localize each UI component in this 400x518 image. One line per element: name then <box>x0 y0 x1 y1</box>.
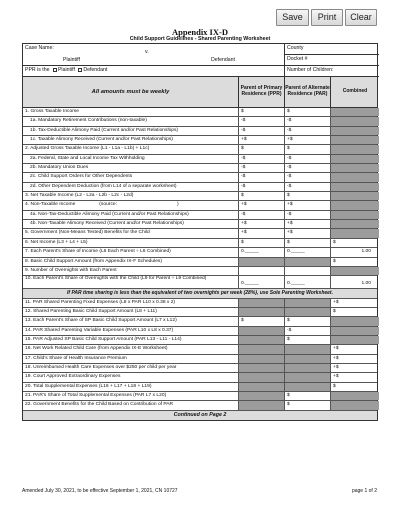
county-field[interactable] <box>285 44 379 55</box>
table-row <box>23 364 377 373</box>
row-label-text: 2d. Other Dependent Deduction (from L14 of a separate worksheet) <box>30 183 177 189</box>
row-label-text: 1c. Taxable Alimony Received (Current and/or Past Relationships) <box>30 137 173 143</box>
ppr-cell[interactable]: $ <box>239 192 285 200</box>
table-row <box>23 192 377 201</box>
par-cell[interactable]: $ <box>285 145 331 153</box>
combined-cell[interactable]: $ <box>333 239 336 245</box>
table-row <box>23 267 377 276</box>
ppr-cell[interactable]: -$ <box>239 173 285 181</box>
row-label <box>23 373 239 381</box>
form-toolbar <box>276 9 377 26</box>
table-row <box>23 155 377 164</box>
row-label <box>23 173 239 181</box>
row-label-text: 11. PAR Shared Parenting Fixed Expenses (L8 x PAR L10 x 0.38 x 2) <box>25 299 176 305</box>
combined-cell[interactable]: +$ <box>333 374 339 380</box>
ppr-cell[interactable]: 0._____ <box>239 248 285 256</box>
row-label <box>23 192 239 200</box>
row-label-text: 1a. Mandatory Retirement Contributions (non-taxable) <box>30 118 147 124</box>
ppr-cell <box>239 327 285 335</box>
ppr-cell[interactable] <box>239 267 285 275</box>
table-row <box>23 308 377 317</box>
row-label-text: 6. Net Income (L3 + L4 + L5) <box>25 239 88 245</box>
worksheet <box>22 43 378 421</box>
county-label: County <box>287 45 304 51</box>
ppr-cell <box>239 364 285 372</box>
ppr-cell[interactable]: -$ <box>239 155 285 163</box>
row-label-text: 21. PAR's Share of Total Supplemental Expenses (PAR L7 x L20) <box>25 392 167 398</box>
ppr-defendant-checkbox[interactable] <box>78 68 82 72</box>
row-label <box>23 258 239 266</box>
par-cell[interactable]: +$ <box>285 220 331 228</box>
table-row <box>23 239 377 248</box>
row-label <box>23 383 239 391</box>
source-label: (source: <box>99 202 117 208</box>
ppr-cell[interactable]: +$ <box>239 136 285 144</box>
ppr-cell[interactable]: $ <box>239 317 285 325</box>
row-label <box>23 145 239 153</box>
row-label-text: 2. Adjusted Gross Taxable Income (L1 - L1a - L1b) + L1c) <box>25 146 150 152</box>
row-label <box>23 299 239 307</box>
ppr-cell <box>239 336 285 344</box>
ppr-cell[interactable]: +$ <box>239 201 285 209</box>
combined-cell <box>331 173 379 181</box>
combined-cell <box>331 127 379 135</box>
combined-cell[interactable]: +$ <box>333 299 339 305</box>
row-label-text: 22. Government Benefits for the Child Based on Contribution of PAR <box>25 402 174 408</box>
ppr-cell[interactable]: -$ <box>239 164 285 172</box>
par-cell <box>285 373 331 381</box>
row-label-text: 3. Net Taxable Income (L2 - L2a - L2b - L2c - L2d) <box>25 193 134 199</box>
row-label-text: 18. Unreimbursed Health Care Expenses over $250 per child per year <box>25 364 177 370</box>
sole-parenting-notice: If PAR time sharing is less than the equivalent of two overnights per week (28%), use Sole Parenting Worksheet. <box>23 289 377 298</box>
combined-cell[interactable]: +$ <box>333 364 339 370</box>
row-label: 10. Each Parent's Share of Overnights with the Child (L9 for Parent ÷ L9 Combined) <box>23 276 239 288</box>
ppr-cell <box>239 355 285 363</box>
row-label <box>23 211 239 219</box>
table-row <box>23 336 377 345</box>
table-row <box>23 373 377 382</box>
combined-cell[interactable]: +$ <box>333 346 339 352</box>
page-title: Appendix IX-D <box>172 27 228 37</box>
table-row <box>23 299 377 308</box>
row-label <box>23 267 239 275</box>
table-row <box>23 383 377 392</box>
par-cell[interactable] <box>285 267 331 275</box>
combined-cell[interactable]: $ <box>333 258 336 264</box>
row-label <box>23 248 239 256</box>
ppr-cell <box>239 299 285 307</box>
combined-cell <box>331 136 379 144</box>
ppr-cell[interactable]: +$ <box>239 229 285 237</box>
row-label-text: 16. Net Work Related Child Care (from Appendix IX-E Worksheet) <box>25 346 168 352</box>
table-row <box>23 317 377 326</box>
combined-cell <box>331 117 379 125</box>
combined-cell[interactable]: $ <box>333 383 336 389</box>
par-cell[interactable]: $ <box>285 108 331 116</box>
ppr-cell <box>239 401 285 409</box>
docket-field[interactable] <box>285 55 379 66</box>
row-label <box>23 317 239 325</box>
ppr-defendant-label: Defendant <box>83 67 108 73</box>
combined-cell <box>331 164 379 172</box>
amendment-note: Amended July 30, 2021, to be effective September 1, 2021, CN 10727 <box>22 488 178 494</box>
row-label-text: 14. PAR Shared Parenting Variable Expenses (PAR L10 x L8 x 0.37) <box>25 327 174 333</box>
row-label-text: 7. Each Parent's Share of Income (L6 Each Parent ÷ L6 Combined) <box>25 249 171 255</box>
par-cell[interactable]: $ <box>285 401 331 409</box>
par-cell <box>285 299 331 307</box>
ppr-cell[interactable]: $ <box>239 145 285 153</box>
par-cell[interactable]: -$ <box>285 127 331 135</box>
clear-button[interactable]: Clear <box>345 9 377 26</box>
table-row <box>23 211 377 220</box>
par-cell[interactable]: +$ <box>285 136 331 144</box>
combined-cell <box>331 192 379 200</box>
table-row <box>23 164 377 173</box>
ppr-plaintiff-checkbox[interactable] <box>53 68 57 72</box>
table-row <box>23 392 377 401</box>
col-par: Parent of Alternate Residence (PAR) <box>285 77 331 107</box>
combined-cell <box>331 327 379 335</box>
defendant-label: Defendant <box>211 57 235 63</box>
row-label <box>23 220 239 228</box>
table-row <box>23 173 377 182</box>
save-button[interactable]: Save <box>276 9 309 26</box>
row-label <box>23 155 239 163</box>
par-cell[interactable]: -$ <box>285 211 331 219</box>
par-cell[interactable]: $ <box>285 192 331 200</box>
ppr-cell[interactable]: -$ <box>239 127 285 135</box>
row-label <box>23 201 239 209</box>
combined-cell <box>331 401 379 409</box>
row-label-text: 20. Total Supplemental Expenses (L16 + L17 + L18 + L19) <box>25 383 152 389</box>
row-label-text: 4b. Non-Taxable Alimony Received (Current and/or Past Relationships) <box>30 221 184 227</box>
combined-cell <box>331 336 379 344</box>
ppr-cell[interactable]: -$ <box>239 117 285 125</box>
combined-cell <box>331 220 379 228</box>
table-row <box>23 201 377 210</box>
col-combined: Combined <box>342 88 368 95</box>
case-name-label: Case Name: <box>25 45 54 51</box>
row-label <box>23 117 239 125</box>
table-row <box>23 117 377 126</box>
table-row <box>23 108 377 117</box>
combined-cell[interactable]: $ <box>333 308 336 314</box>
combined-cell[interactable]: 1.00 <box>361 281 371 287</box>
row-label-text: 5. Government (Non-Means Tested) Benefits for the Child <box>25 230 150 236</box>
ppr-cell <box>239 383 285 391</box>
combined-cell <box>331 155 379 163</box>
table-row <box>23 127 377 136</box>
table-row <box>23 183 377 192</box>
table-row <box>23 220 377 229</box>
table-row <box>23 276 377 289</box>
row-label-text: 1. Gross Taxable Income <box>25 109 80 114</box>
ppr-cell <box>239 258 285 266</box>
ppr-cell <box>239 392 285 400</box>
row-label <box>23 308 239 316</box>
column-header <box>23 77 377 108</box>
table-row <box>23 345 377 354</box>
row-label-text: 9. Number of Overnights with Each Parent <box>25 267 117 273</box>
row-label <box>23 392 239 400</box>
page-subtitle: Child Support Guidelines - Shared Parenting Worksheet <box>129 36 271 42</box>
par-cell[interactable]: -$ <box>285 164 331 172</box>
row-label <box>23 127 239 135</box>
row-label-text: 4a. Non-Tax-Deductible Alimony Paid (Current and/or Past Relationships) <box>30 211 189 217</box>
shared-parenting-section <box>23 299 377 411</box>
row-label-text: 15. PAR Adjusted SP Basic Child Support Amount (PAR L13 - L11 - L14) <box>25 336 182 342</box>
ppr-cell[interactable]: $ <box>239 108 285 116</box>
case-name-field[interactable] <box>23 44 284 66</box>
par-cell[interactable]: -$ <box>285 117 331 125</box>
combined-cell[interactable]: 1.00 <box>361 249 371 255</box>
row-label-text: 4. Non-Taxable Income <box>25 202 76 208</box>
row-label-text: 19. Court Approved Extraordinary Expenses <box>25 374 121 380</box>
par-cell[interactable]: -$ <box>285 155 331 163</box>
par-cell[interactable]: +$ <box>285 229 331 237</box>
ppr-plaintiff-label: Plaintiff <box>57 67 75 73</box>
par-cell <box>285 364 331 372</box>
income-section <box>23 108 377 276</box>
table-row <box>23 145 377 154</box>
combined-cell <box>331 145 379 153</box>
versus-label: v. <box>145 49 149 55</box>
row-label-text: 12. Shared Parenting Basic Child Support Amount (L8 + L11) <box>25 308 157 314</box>
plaintiff-label: Plaintiff <box>63 57 80 63</box>
row-label-text: 2a. Federal, State and Local Income Tax Withholding <box>30 155 145 161</box>
table-row <box>23 355 377 364</box>
ppr-label: PPR is the <box>25 67 50 73</box>
par-cell <box>285 258 331 266</box>
row-label <box>23 229 239 237</box>
row-label-text: 13. Each Parent's Share of SP Basic Child Support Amount (L7 x L12) <box>25 318 177 324</box>
case-header <box>23 44 377 77</box>
row-label-text: 1b. Tax-Deductible Alimony Paid (Current and/or Past Relationships) <box>30 127 179 133</box>
combined-cell <box>331 183 379 191</box>
row-label <box>23 364 239 372</box>
par-cell[interactable]: 0._____ <box>285 276 331 288</box>
par-cell[interactable]: $ <box>285 392 331 400</box>
ppr-cell <box>239 345 285 353</box>
ppr-cell <box>239 373 285 381</box>
combined-cell <box>331 201 379 209</box>
page-number: page 1 of 2 <box>351 488 377 494</box>
row-label <box>23 336 239 344</box>
row-label-text: 2b. Mandatory Union Dues <box>30 165 89 171</box>
par-cell[interactable]: $ <box>285 336 331 344</box>
table-row <box>23 258 377 267</box>
combined-cell[interactable]: +$ <box>333 355 339 361</box>
ppr-cell[interactable]: 0._____ <box>239 276 285 288</box>
par-cell[interactable]: -$ <box>285 327 331 335</box>
col-ppr: Parent of Primary Residence (PPR) <box>239 77 285 107</box>
print-button[interactable]: Print <box>311 9 343 26</box>
col-label: All amounts must be weekly <box>23 77 239 107</box>
par-cell <box>285 345 331 353</box>
row-label <box>23 239 239 247</box>
row-label-text: 17. Child's Share of Health Insurance Premium <box>25 355 127 361</box>
par-cell <box>285 383 331 391</box>
row-label-text: 8. Basic Child Support Amount (from Appendix IX-F Schedules) <box>25 258 163 264</box>
table-row <box>23 401 377 410</box>
par-cell <box>285 308 331 316</box>
row-label <box>23 183 239 191</box>
par-cell[interactable]: $ <box>285 239 331 247</box>
par-cell[interactable]: 0._____ <box>285 248 331 256</box>
row-label <box>23 327 239 335</box>
row-label <box>23 108 239 116</box>
par-cell[interactable]: +$ <box>285 201 331 209</box>
ppr-cell[interactable]: -$ <box>239 183 285 191</box>
par-cell[interactable]: -$ <box>285 173 331 181</box>
continued-note: Continued on Page 2 <box>23 411 377 420</box>
combined-cell <box>331 267 379 275</box>
table-row <box>23 248 377 257</box>
ppr-cell[interactable]: -$ <box>239 211 285 219</box>
table-row <box>23 327 377 336</box>
ppr-cell[interactable]: +$ <box>239 220 285 228</box>
combined-cell <box>331 317 379 325</box>
ppr-cell <box>239 308 285 316</box>
combined-cell <box>331 392 379 400</box>
docket-label: Docket # <box>287 56 308 62</box>
row-label <box>23 136 239 144</box>
children-field[interactable] <box>285 66 379 77</box>
combined-cell <box>331 229 379 237</box>
ppr-cell[interactable]: $ <box>239 239 285 247</box>
table-row <box>23 136 377 145</box>
ppr-selector <box>23 66 284 77</box>
row-label-text: 2c. Child Support Orders for Other Dependents <box>30 174 133 180</box>
row-label <box>23 345 239 353</box>
par-cell <box>285 355 331 363</box>
row-label <box>23 164 239 172</box>
source-close: ) <box>176 202 179 208</box>
row-label <box>23 401 239 409</box>
par-cell[interactable]: -$ <box>285 183 331 191</box>
combined-cell <box>331 108 379 116</box>
par-cell[interactable]: $ <box>285 317 331 325</box>
combined-cell <box>331 211 379 219</box>
row-label <box>23 355 239 363</box>
table-row <box>23 229 377 238</box>
children-label: Number of Children: <box>287 67 334 73</box>
